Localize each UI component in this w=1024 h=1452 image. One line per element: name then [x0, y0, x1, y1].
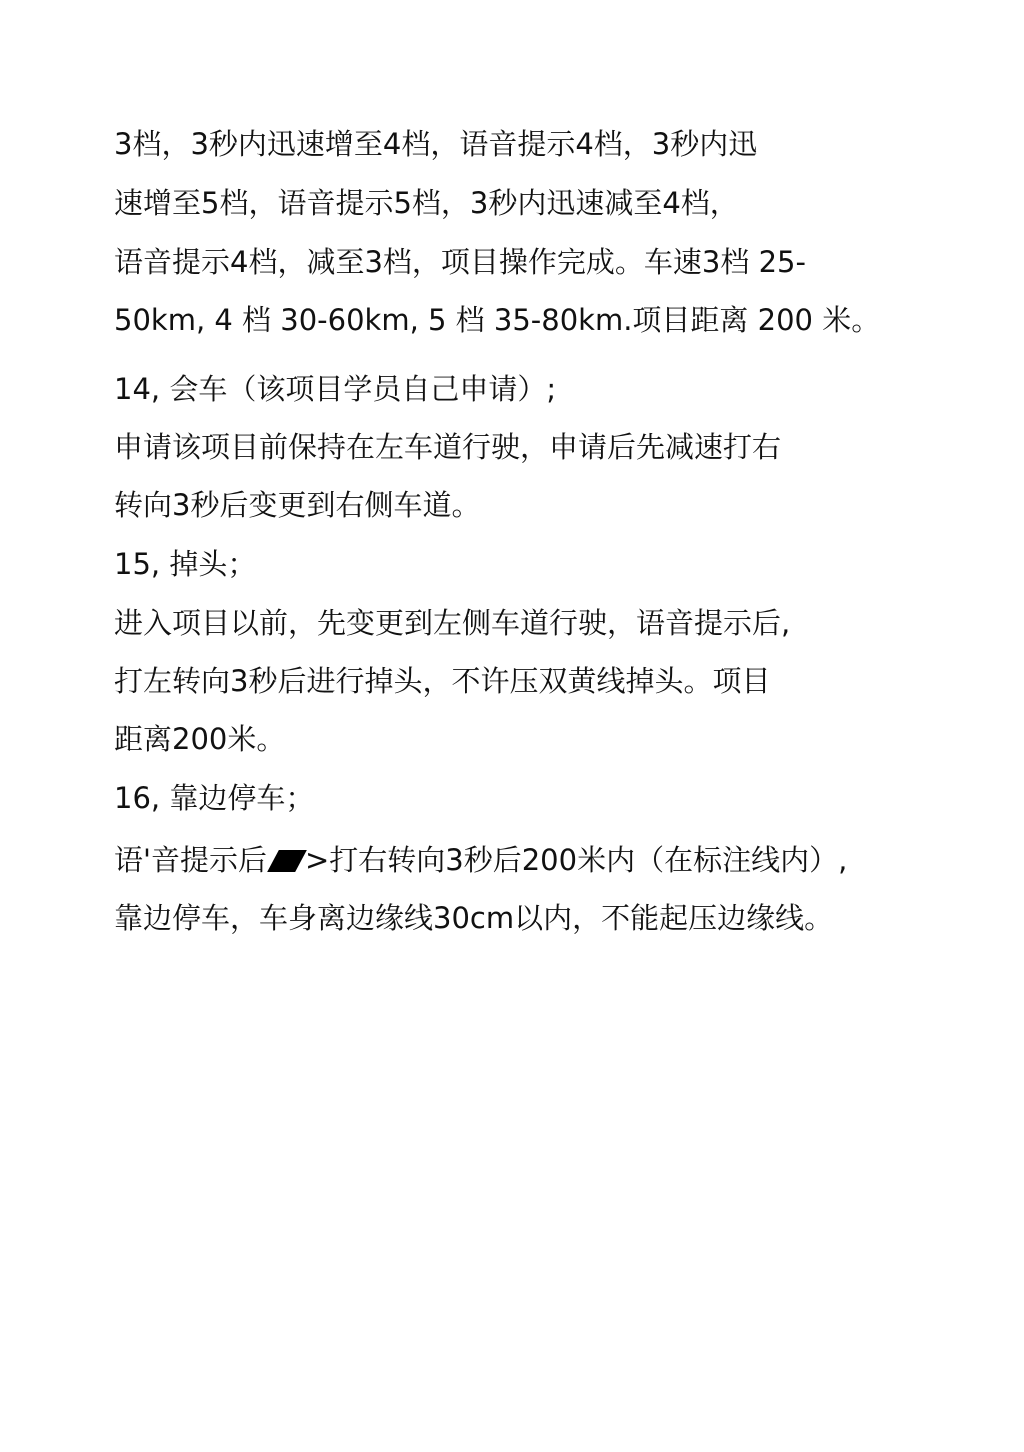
text-line: [114, 840, 847, 880]
text-fragment: >打右转向3秒后200米内（在标注线内）,: [304, 843, 848, 877]
text-fragment: 语'音提示后: [114, 843, 267, 877]
text-line: 转向3秒后变更到右侧车道。: [114, 488, 481, 522]
section-heading: 14, 会车（该项目学员自己申请）;: [114, 372, 557, 406]
text-line: 速增至5档，语音提示5档，3秒内迅速减至4档，: [114, 186, 739, 220]
text-line: 距离200米。: [114, 722, 286, 756]
text-line: 语音提示4档，减至3档，项目操作完成。车速3档 25-: [114, 245, 806, 279]
text-line: 打左转向3秒后进行掉头，不许压双黄线掉头。项目: [114, 664, 771, 698]
section-heading: 16, 靠边停车；: [114, 781, 315, 815]
section-heading: 15, 掉头；: [114, 547, 257, 581]
black-parallelogram-mark: [267, 850, 307, 872]
text-line: 50km, 4 档 30-60km, 5 档 35-80km.项目距离 200 米。: [114, 303, 881, 337]
text-line: 3档，3秒内迅速增至4档，语音提示4档，3秒内迅: [114, 127, 758, 161]
text-line: 进入项目以前，先变更到左侧车道行驶，语音提示后,: [114, 606, 791, 640]
text-line: 靠边停车，车身离边缘线30cm以内，不能起压边缘线。: [114, 901, 834, 935]
text-line: 申请该项目前保持在左车道行驶，申请后先减速打右: [114, 430, 782, 464]
